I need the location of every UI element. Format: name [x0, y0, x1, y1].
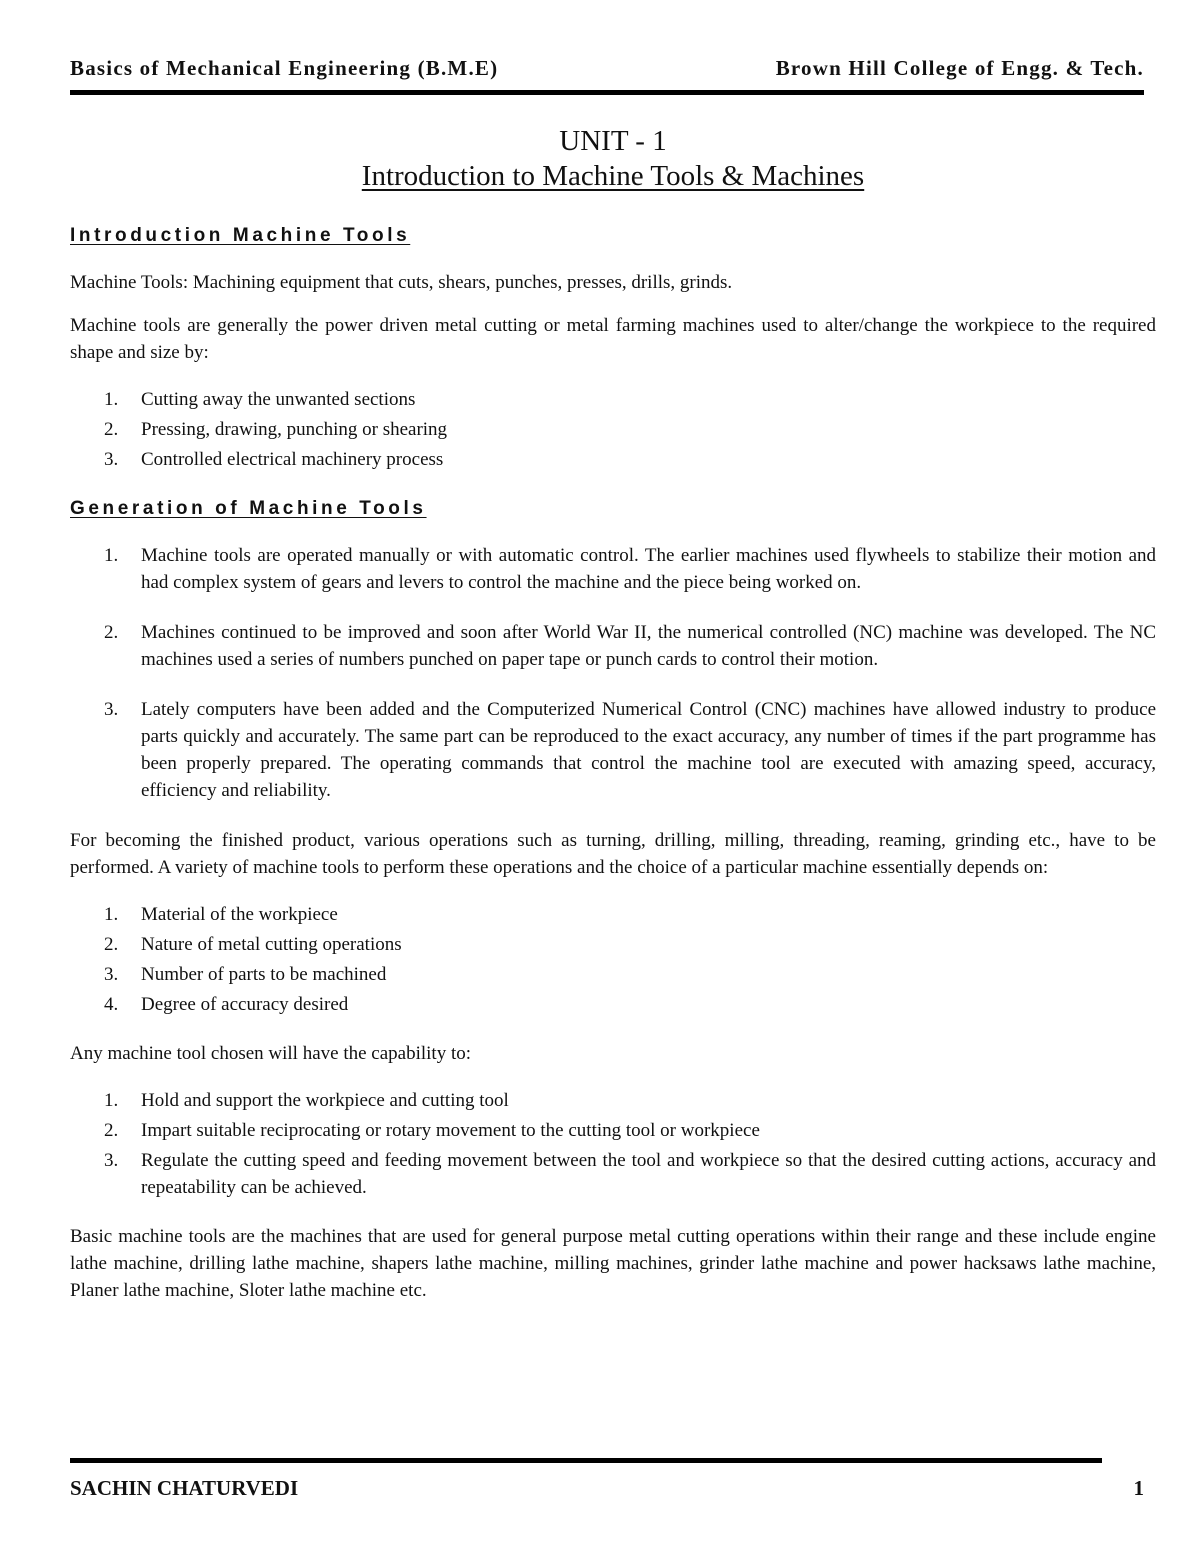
unit-subtitle: Introduction to Machine Tools & Machines — [361, 160, 865, 192]
paragraph: Any machine tool chosen will have the capability to: — [70, 1043, 472, 1064]
paragraph: For becoming the finished product, various operations such as turning, drilling, milling, threading, reaming, grinding etc., have to be performed. A variety of machine tools to perform these operations and the choice of a particular machine essentially depends on: — [70, 830, 1156, 878]
list-item-text: Nature of metal cutting operations — [141, 934, 402, 955]
title-block — [70, 124, 1156, 194]
list-item — [70, 416, 1156, 443]
list-item — [70, 386, 1156, 413]
list-number: 2. — [104, 622, 119, 643]
list-item-text: Lately computers have been added and the Computerized Numerical Control (CNC) machines have allowed industry to produce parts quickly and accurately. The same part can be reproduced to the exact accuracy, any number of times if the part programme has been properly prepared. The operating commands that control the machine tool are executed with amazing speed, accuracy, efficiency and reliability. — [141, 699, 1156, 801]
page-footer — [70, 1476, 1144, 1501]
list-item-text: Number of parts to be machined — [141, 964, 387, 985]
list-item-text: Machines continued to be improved and soon after World War II, the numerical controlled (NC) machine was developed. The NC machines used a series of numbers punched on paper tape or punch cards to control their motion. — [141, 622, 1156, 670]
page-number: 1 — [1133, 1476, 1144, 1500]
paragraph: Basic machine tools are the machines that are used for general purpose metal cutting operations within their range and these include engine lathe machine, drilling lathe machine, shapers lathe machine, milling machines, grinder lathe machine and power hacksaws lathe machine, Planer lathe machine, Sloter lathe machine etc. — [70, 1226, 1156, 1301]
list-item — [70, 619, 1156, 673]
list-item-text: Machine tools are operated manually or with automatic control. The earlier machines used flywheels to stabilize their motion and had complex system of gears and levers to control the machine and the piece being worked on. — [141, 545, 1156, 593]
list-number: 1. — [104, 389, 119, 410]
section-heading-generation: Generation of Machine Tools — [70, 498, 427, 519]
page-header — [70, 56, 1144, 81]
generation-list — [70, 542, 1156, 804]
footer-author: SACHIN CHATURVEDI — [70, 1476, 299, 1500]
header-course-title: Basics of Mechanical Engineering (B.M.E) — [70, 56, 499, 80]
list-item — [70, 1117, 1156, 1144]
section-heading-intro: Introduction Machine Tools — [70, 225, 411, 246]
list-item — [70, 696, 1156, 804]
list-number: 3. — [104, 449, 119, 470]
list-item-text: Material of the workpiece — [141, 904, 338, 925]
list-item — [70, 961, 1156, 988]
list-number: 1. — [104, 904, 119, 925]
footer-rule — [70, 1458, 1102, 1463]
list-number: 3. — [104, 1150, 119, 1171]
list-item-text: Controlled electrical machinery process — [141, 449, 444, 470]
list-number: 2. — [104, 934, 119, 955]
list-item-text: Impart suitable reciprocating or rotary movement to the cutting tool or workpiece — [141, 1120, 760, 1141]
unit-title: UNIT - 1 — [559, 125, 667, 157]
document-body — [70, 222, 1156, 1320]
header-college-name: Brown Hill College of Engg. & Tech. — [775, 56, 1144, 80]
list-number: 2. — [104, 419, 119, 440]
paragraph: Machine tools are generally the power driven metal cutting or metal farming machines used to alter/change the workpiece to the required shape and size by: — [70, 315, 1156, 363]
list-item — [70, 931, 1156, 958]
paragraph: Machine Tools: Machining equipment that cuts, shears, punches, presses, drills, grinds. — [70, 272, 733, 293]
list-item — [70, 446, 1156, 473]
list-item — [70, 542, 1156, 596]
list-item — [70, 991, 1156, 1018]
list-item — [70, 1147, 1156, 1201]
list-number: 3. — [104, 964, 119, 985]
list-item-text: Hold and support the workpiece and cutting tool — [141, 1090, 509, 1111]
list-item-text: Regulate the cutting speed and feeding movement between the tool and workpiece so that the desired cutting actions, accuracy and repeatability can be achieved. — [141, 1150, 1156, 1198]
header-rule — [70, 90, 1144, 95]
list-item-text: Pressing, drawing, punching or shearing — [141, 419, 448, 440]
list-number: 4. — [104, 994, 119, 1015]
intro-list — [70, 386, 1156, 473]
selection-factors-list — [70, 901, 1156, 1018]
capability-list — [70, 1087, 1156, 1201]
list-number: 3. — [104, 699, 119, 720]
list-item-text: Cutting away the unwanted sections — [141, 389, 416, 410]
list-item-text: Degree of accuracy desired — [141, 994, 349, 1015]
list-item — [70, 901, 1156, 928]
list-number: 1. — [104, 1090, 119, 1111]
list-item — [70, 1087, 1156, 1114]
list-number: 2. — [104, 1120, 119, 1141]
list-number: 1. — [104, 545, 119, 566]
